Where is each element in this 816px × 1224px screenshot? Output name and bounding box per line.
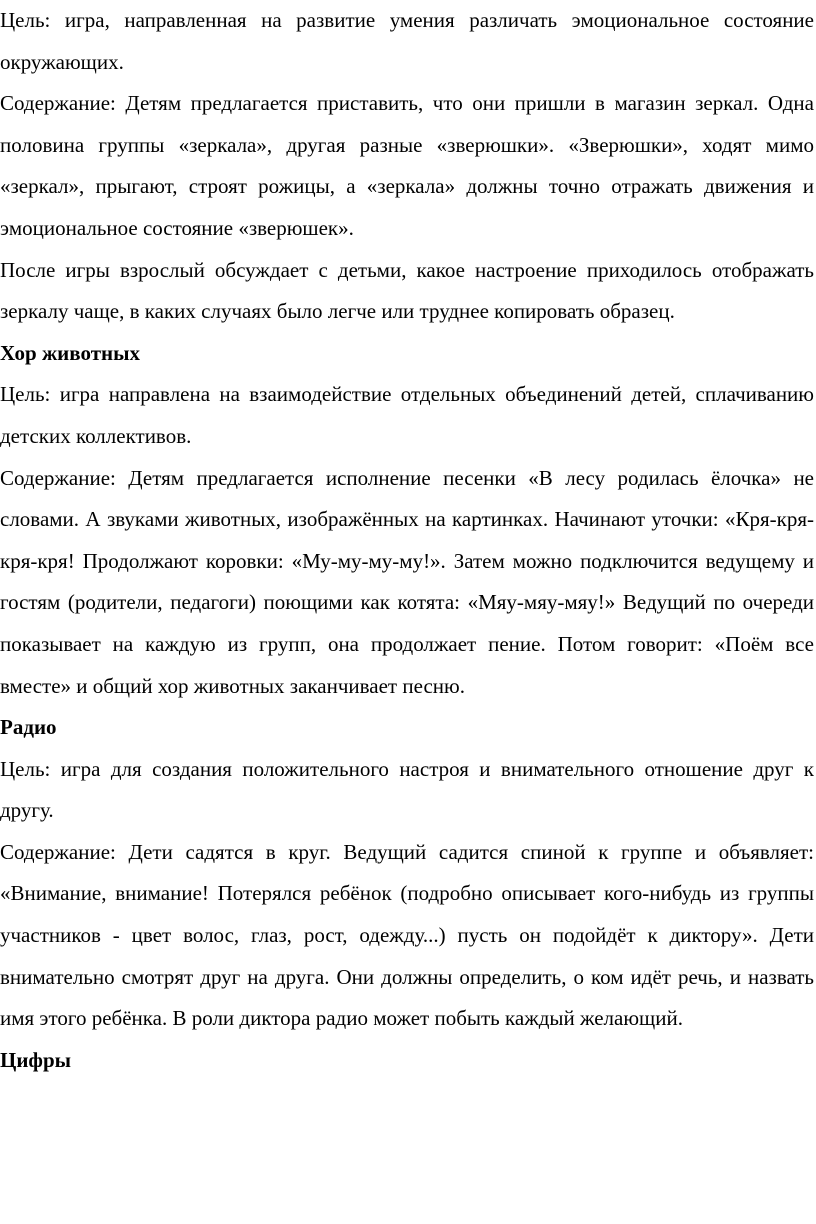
section-title-animal-choir: Хор животных bbox=[0, 340, 141, 365]
animal-choir-goal: Цель: игра направлена на взаимодействие отдельных объединений детей, сплачиванию детских коллективов. bbox=[0, 382, 814, 448]
mirror-game-after: После игры взрослый обсуждает с детьми, какое настроение приходилось отображать зеркалу чаще, в каких случаях было легче или труднее копировать образец. bbox=[0, 257, 814, 324]
mirror-game-goal: Цель: игра, направленная на развитие умения различать эмоциональное состояние окружающих. bbox=[0, 8, 814, 74]
radio-goal: Цель: игра для создания положительного настроя и внимательного отношение друг к другу. bbox=[0, 756, 814, 823]
mirror-game-content: Содержание: Детям предлагается приставить, что они пришли в магазин зеркал. Одна половина группы «зеркала», другая разные «зверюшки». «Зверюшки», ходят мимо «зеркал», прыгают, строят рожицы, а «зеркала» должны точно отражать движения и эмоциональное состояние «зверюшек». bbox=[0, 91, 814, 240]
section-title-numbers: Цифры bbox=[0, 1047, 72, 1072]
radio-content: Содержание: Дети садятся в круг. Ведущий садится спиной к группе и объявляет: «Внимание, внимание! Потерялся ребёнок (подробно описывает кого-нибудь из группы участников - цвет волос, глаз, рост, одежду...) пусть он подойдёт к диктору». Дети внимательно смотрят друг на друга. Они должны определить, о ком идёт речь, и назвать имя этого ребёнка. В роли диктора радио может побыть каждый желающий. bbox=[0, 839, 814, 1031]
section-title-radio: Радио bbox=[0, 715, 57, 740]
animal-choir-content: Содержание: Детям предлагается исполнение песенки «В лесу родилась ёлочка» не словами. А звуками животных, изображённых на картинках. Начинают уточки: «Кря-кря-кря-кря! Продолжают коровки: «Му-му-му-му!». Затем можно подключится ведущему и гостям (родители, педагоги) поющими как котята: «Мяу-мяу-мяу!» Ведущий по очереди показывает на каждую из групп, она продолжает пение. Потом говорит: «Поём все вместе» и общий хор животных заканчивает песню. bbox=[0, 465, 814, 698]
